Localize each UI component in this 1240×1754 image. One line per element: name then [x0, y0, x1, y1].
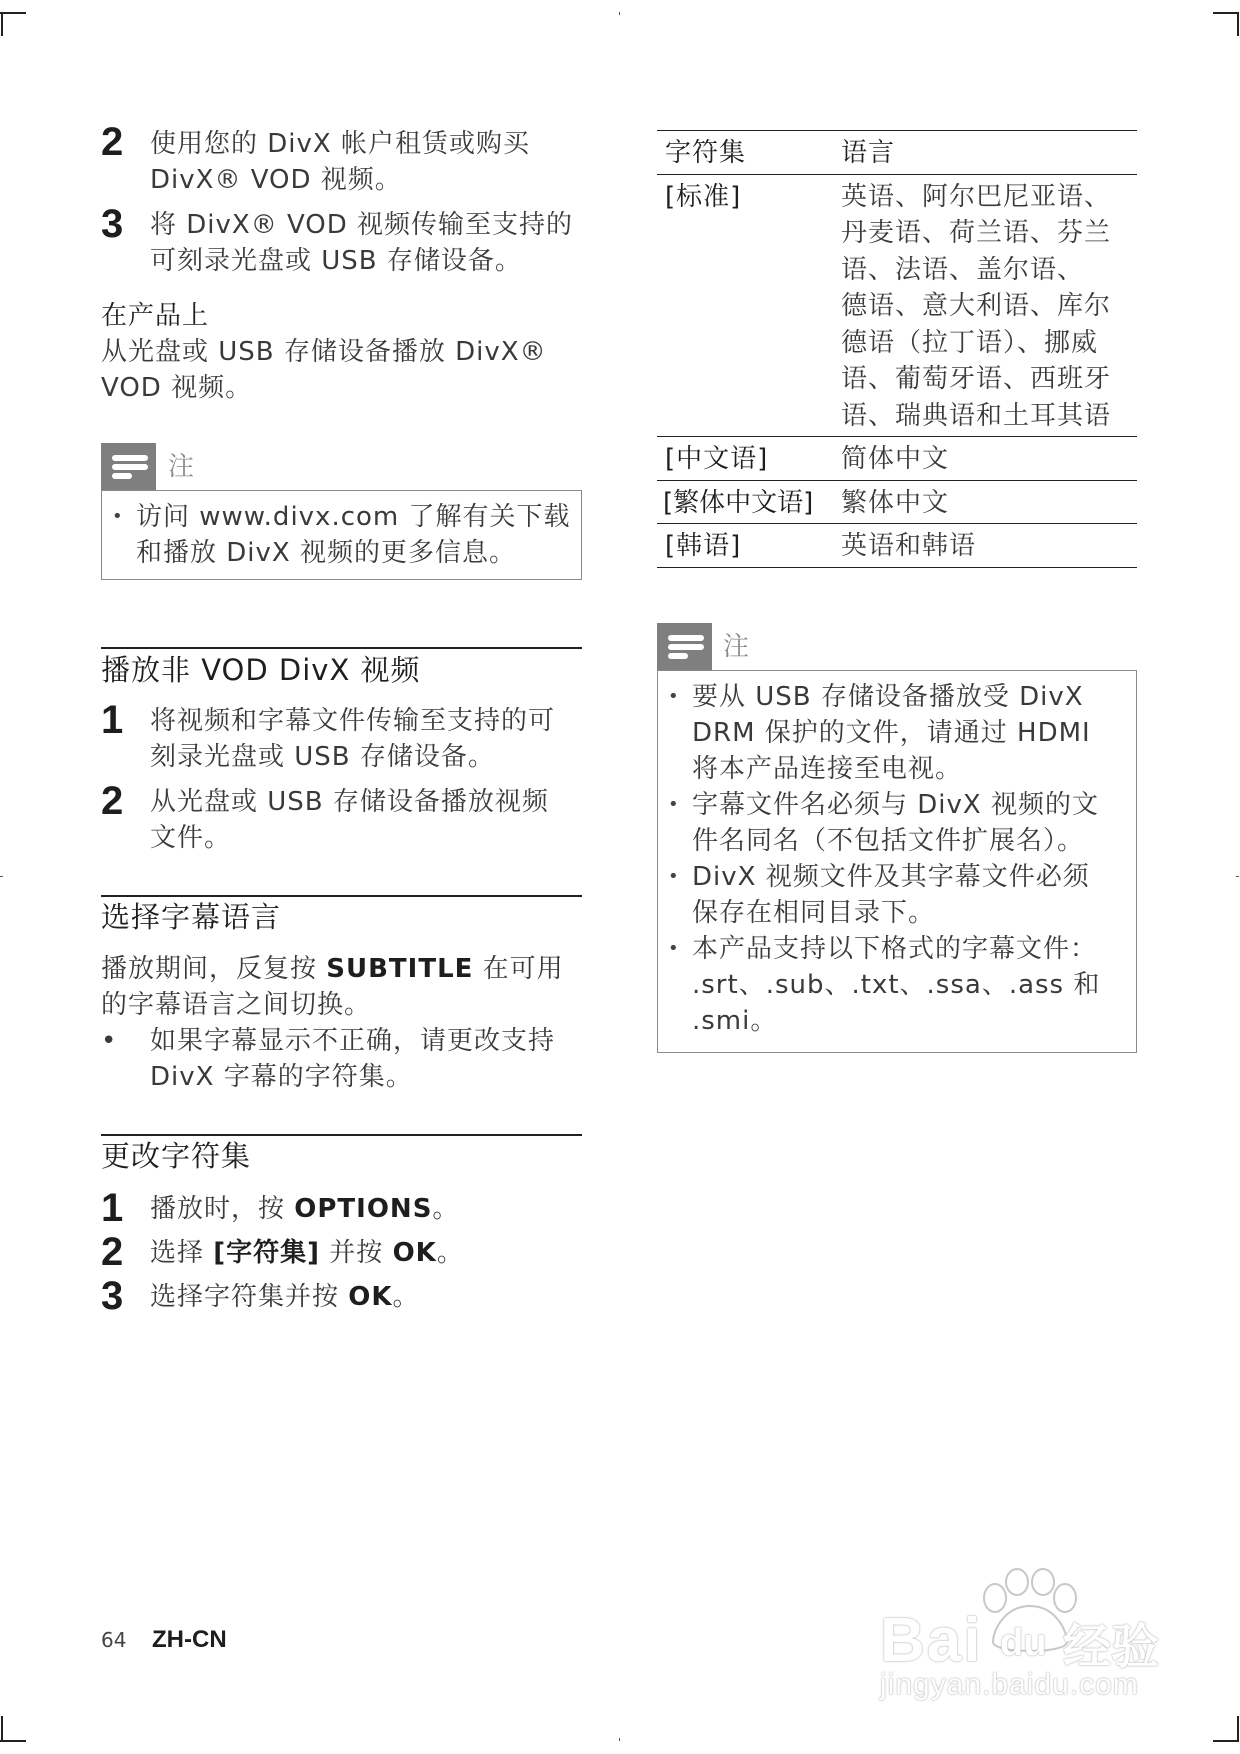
- step-number: 1: [101, 698, 124, 742]
- note-box: [101, 490, 582, 580]
- text-line: 从光盘或 USB 存储设备播放 DivX®: [101, 337, 547, 367]
- section-title-non-vod: 播放非 VOD DivX 视频: [101, 653, 421, 687]
- note-item: [658, 931, 1136, 1039]
- section-rule: [101, 647, 582, 649]
- note-line: • 字幕文件名必须与 DivX 视频的文: [692, 790, 1099, 820]
- text-run: 播放期间，反复按: [101, 954, 327, 984]
- section-title-change-charset: 更改字符集: [101, 1139, 252, 1173]
- section-rule: [101, 1134, 582, 1136]
- subtitle-key: SUBTITLE: [326, 954, 474, 984]
- step-text: [150, 207, 573, 279]
- text-run: 选择字符集并按: [150, 1282, 349, 1312]
- step-text: [150, 126, 530, 198]
- margin-tick-right: [1236, 876, 1239, 877]
- section-title-subtitle-language: 选择字幕语言: [101, 900, 282, 934]
- step-text: [150, 784, 549, 856]
- step-line: 可刻录光盘或 USB 存储设备。: [150, 246, 522, 276]
- text-run: 并按: [320, 1238, 393, 1268]
- charset-table: [657, 130, 1137, 568]
- language-cell: [833, 174, 1137, 437]
- margin-tick-bottom: [619, 1738, 620, 1741]
- language-line: 丹麦语、荷兰语、芬兰: [841, 218, 1112, 248]
- step-number: 2: [101, 779, 124, 823]
- step-line: DivX® VOD 视频。: [150, 165, 402, 195]
- bullet-line: DivX 字幕的字符集。: [150, 1062, 413, 1092]
- table-row: [657, 174, 1137, 437]
- page-number: 64: [101, 1628, 127, 1652]
- note-line: • 要从 USB 存储设备播放受 DivX: [692, 682, 1084, 712]
- watermark-brand: Bai: [880, 1606, 983, 1675]
- crop-mark-bl-h: [0, 1740, 26, 1742]
- language-line: 德语（拉丁语）、挪威: [841, 327, 1099, 358]
- crop-mark-br-h: [1213, 1740, 1239, 1742]
- subheading-on-product: 在产品上: [101, 301, 210, 331]
- text-run: 。: [436, 1238, 464, 1268]
- bullet-line: 如果字幕显示不正确，请更改支持: [150, 1026, 556, 1056]
- language-code: ZH-CN: [152, 1626, 227, 1653]
- step-text: [150, 1279, 420, 1315]
- step-number: 3: [101, 1274, 124, 1318]
- note-line: 和播放 DivX 视频的更多信息。: [136, 538, 516, 568]
- note-box: [657, 670, 1137, 1053]
- language-cell: 繁体中文: [833, 480, 1137, 524]
- ok-key: OK: [348, 1282, 393, 1312]
- step-number: 2: [101, 1230, 124, 1274]
- charset-cell: [标准]: [657, 174, 833, 437]
- step-line: 文件。: [150, 823, 232, 853]
- crop-mark-tl-v: [1, 12, 3, 36]
- note-item: [658, 859, 1136, 931]
- watermark-brand-cn: 经验: [1063, 1621, 1160, 1674]
- note-icon: [101, 443, 156, 491]
- subtitle-paragraph: [101, 951, 564, 1023]
- note-item: [658, 679, 1136, 787]
- note-line: .srt、.sub、.txt、.ssa、.ass 和: [692, 970, 1101, 1000]
- column-header-language: 语言: [833, 131, 1137, 175]
- language-line: 德语、意大利语、库尔: [841, 291, 1112, 321]
- bullet-dot: •: [101, 1026, 118, 1056]
- text-run: 选择: [150, 1238, 214, 1268]
- step-line: 将 DivX® VOD 视频传输至支持的: [150, 210, 574, 240]
- step-line: 使用您的 DivX 帐户租赁或购买: [150, 129, 530, 159]
- margin-tick-top: [619, 12, 620, 15]
- language-line: 英语、阿尔巴尼亚语、: [841, 181, 1112, 212]
- note-label: 注: [168, 452, 195, 482]
- step-line: 刻录光盘或 USB 存储设备。: [150, 742, 495, 772]
- column-header-charset: 字符集: [657, 131, 833, 175]
- note-item: [102, 499, 581, 571]
- ok-key: OK: [392, 1238, 437, 1268]
- step-text: [150, 1191, 459, 1227]
- crop-mark-br-v: [1237, 1716, 1239, 1740]
- charset-cell: [中文语]: [657, 437, 833, 481]
- language-line: 语、葡萄牙语、西班牙: [841, 364, 1112, 394]
- crop-mark-tl-h: [0, 12, 26, 14]
- step-line: 从光盘或 USB 存储设备播放视频: [150, 787, 549, 817]
- watermark-url: jingyan.baidu.com: [880, 1668, 1139, 1701]
- step-number: 3: [101, 202, 124, 246]
- section-rule: [101, 895, 582, 897]
- subtitle-bullet: [101, 1023, 555, 1095]
- note-line: 将本产品连接至电视。: [692, 754, 963, 784]
- charset-menu-key: [字符集]: [213, 1238, 321, 1268]
- step-text: [150, 1235, 464, 1271]
- note-item: [658, 787, 1136, 859]
- note-line: 保存在相同目录下。: [692, 898, 936, 928]
- crop-mark-tr-v: [1237, 12, 1239, 36]
- text-line: [101, 951, 564, 987]
- note-icon: [657, 623, 712, 671]
- text-run: 。: [392, 1282, 420, 1312]
- note-line: • 本产品支持以下格式的字幕文件：: [692, 934, 1098, 964]
- crop-mark-tr-h: [1213, 12, 1239, 14]
- margin-tick-left: [0, 876, 3, 877]
- table-header-row: [657, 131, 1137, 175]
- note-line: • 访问 www.divx.com 了解有关下载: [136, 502, 571, 532]
- note-line: • DivX 视频文件及其字幕文件必须: [692, 862, 1090, 892]
- table-row: [657, 480, 1137, 524]
- table-row: [657, 437, 1137, 481]
- text-run: 。: [432, 1194, 460, 1224]
- text-line: 的字幕语言之间切换。: [101, 990, 372, 1020]
- text-run: 在可用: [473, 954, 564, 984]
- language-line: 语、法语、盖尔语、: [841, 254, 1085, 285]
- text-run: 播放时，按: [150, 1194, 295, 1224]
- watermark-brand-du: du: [1000, 1622, 1047, 1664]
- options-key: OPTIONS: [294, 1194, 433, 1224]
- note-label: 注: [723, 632, 750, 662]
- text-line: VOD 视频。: [101, 373, 253, 403]
- note-line: .smi。: [692, 1006, 778, 1036]
- step-number: 1: [101, 1186, 124, 1230]
- step-number: 2: [101, 120, 124, 164]
- step-line: 将视频和字幕文件传输至支持的可: [150, 706, 556, 736]
- language-line: 语、瑞典语和土耳其语: [841, 400, 1112, 431]
- crop-mark-bl-v: [1, 1716, 3, 1740]
- charset-cell: [繁体中文语]: [657, 480, 833, 524]
- language-cell: 简体中文: [833, 437, 1137, 481]
- on-product-text: [101, 334, 547, 406]
- note-line: 件名同名（不包括文件扩展名）。: [692, 826, 1085, 856]
- charset-cell: [韩语]: [657, 524, 833, 568]
- language-cell: 英语和韩语: [833, 524, 1137, 568]
- note-line: DRM 保护的文件，请通过 HDMI: [692, 718, 1091, 748]
- table-row: [657, 524, 1137, 568]
- step-text: [150, 703, 555, 775]
